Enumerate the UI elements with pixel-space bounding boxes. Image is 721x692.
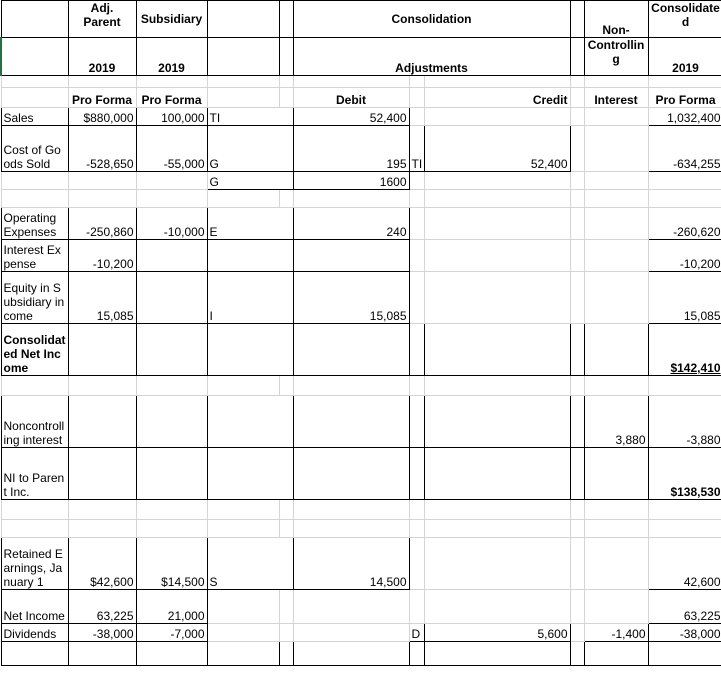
- interest-parent: -10,200: [68, 240, 136, 272]
- row-opex: [1, 208, 721, 240]
- row-div: [1, 624, 721, 642]
- header-non: Non-: [584, 1, 648, 38]
- row-re: [1, 538, 721, 590]
- header-consolidated: Consolidate d: [648, 1, 721, 38]
- header-sub-year: 2019: [136, 38, 207, 76]
- header-parent-proforma: Pro Forma: [68, 88, 136, 108]
- re-cons: 42,600: [648, 538, 721, 590]
- div-nci: -1,400: [584, 624, 648, 642]
- header-credit: Credit: [424, 88, 570, 108]
- header-parent: Adj. Parent: [68, 1, 136, 38]
- header-consolidation: Consolidation: [293, 1, 570, 38]
- label-cni: Consolidated Net Income: [1, 324, 68, 376]
- cogs-code: G: [207, 126, 293, 172]
- re-code: S: [207, 538, 293, 590]
- sales-sub: 100,000: [136, 108, 207, 126]
- interest-cons: -10,200: [648, 240, 721, 272]
- cogs-parent: -528,650: [68, 126, 136, 172]
- div-sub: -7,000: [136, 624, 207, 642]
- opex-cons: -260,620: [648, 208, 721, 240]
- row-nci: [1, 396, 721, 448]
- label-ni: Net Income: [1, 590, 68, 624]
- cogs-code2: TI: [409, 126, 424, 172]
- header-sub-proforma: Pro Forma: [136, 88, 207, 108]
- header-interest: Interest: [584, 88, 648, 108]
- label-equity: Equity in Subsidiary income: [1, 272, 68, 324]
- label-div: Dividends: [1, 624, 68, 642]
- cogs-cons: -634,255: [648, 126, 721, 172]
- div-credit: 5,600: [424, 624, 570, 642]
- header-row-4: [1, 88, 721, 108]
- row-ni: [1, 590, 721, 624]
- opex-code: E: [207, 208, 293, 240]
- header-debit: Debit: [293, 88, 409, 108]
- header-cons-proforma: Pro Forma: [648, 88, 721, 108]
- equity-debit: 15,085: [293, 272, 409, 324]
- label-sales: Sales: [1, 108, 68, 126]
- nci-interest: 3,880: [584, 396, 648, 448]
- row-interest: [1, 240, 721, 272]
- div-code: D: [409, 624, 424, 642]
- opex-parent: -250,860: [68, 208, 136, 240]
- label-cogs: Cost of Goods Sold: [1, 126, 68, 172]
- nci-cons: -3,880: [648, 396, 721, 448]
- sales-debit: 52,400: [293, 108, 409, 126]
- cogs2-code: G: [207, 172, 293, 190]
- ni-parent: 63,225: [68, 590, 136, 624]
- ni-sub: 21,000: [136, 590, 207, 624]
- header-cons-year: 2019: [648, 38, 721, 76]
- cogs-debit: 195: [293, 126, 409, 172]
- opex-debit: 240: [293, 208, 409, 240]
- div-parent: -38,000: [68, 624, 136, 642]
- header-adjustments: Adjustments: [293, 38, 570, 76]
- cni-cons: $142,410: [648, 324, 721, 376]
- row-ni-parent: [1, 448, 721, 500]
- equity-code: I: [207, 272, 293, 324]
- label-re: Retained Earnings, January 1: [1, 538, 68, 590]
- cogs-sub: -55,000: [136, 126, 207, 172]
- row-sales: [1, 108, 721, 126]
- re-sub: $14,500: [136, 538, 207, 590]
- ni-cons: 63,225: [648, 590, 721, 624]
- row-equity: [1, 272, 721, 324]
- sales-cons: 1,032,400: [648, 108, 721, 126]
- label-opex: Operating Expenses: [1, 208, 68, 240]
- row-cogs: [1, 126, 721, 172]
- equity-parent: 15,085: [68, 272, 136, 324]
- row-cni: [1, 324, 721, 376]
- header-row-2: [1, 38, 721, 76]
- header-row-1: [1, 1, 721, 38]
- header-controlling: Controllin g: [584, 38, 648, 76]
- label-nci: Noncontrolling interest: [1, 396, 68, 448]
- cogs2-debit: 1600: [293, 172, 409, 190]
- ni-parent-cons: $138,530: [648, 448, 721, 500]
- sales-code: TI: [207, 108, 293, 126]
- row-cogs-2: [1, 172, 721, 190]
- label-ni-parent: NI to Parent Inc.: [1, 448, 68, 500]
- header-subsidiary: Subsidiary: [136, 1, 207, 38]
- re-debit: 14,500: [293, 538, 409, 590]
- sales-parent: $880,000: [68, 108, 136, 126]
- div-cons: -38,000: [648, 624, 721, 642]
- label-interest: Interest Expense: [1, 240, 68, 272]
- cogs-credit: 52,400: [424, 126, 570, 172]
- header-parent-year: 2019: [68, 38, 136, 76]
- equity-cons: 15,085: [648, 272, 721, 324]
- re-parent: $42,600: [68, 538, 136, 590]
- opex-sub: -10,000: [136, 208, 207, 240]
